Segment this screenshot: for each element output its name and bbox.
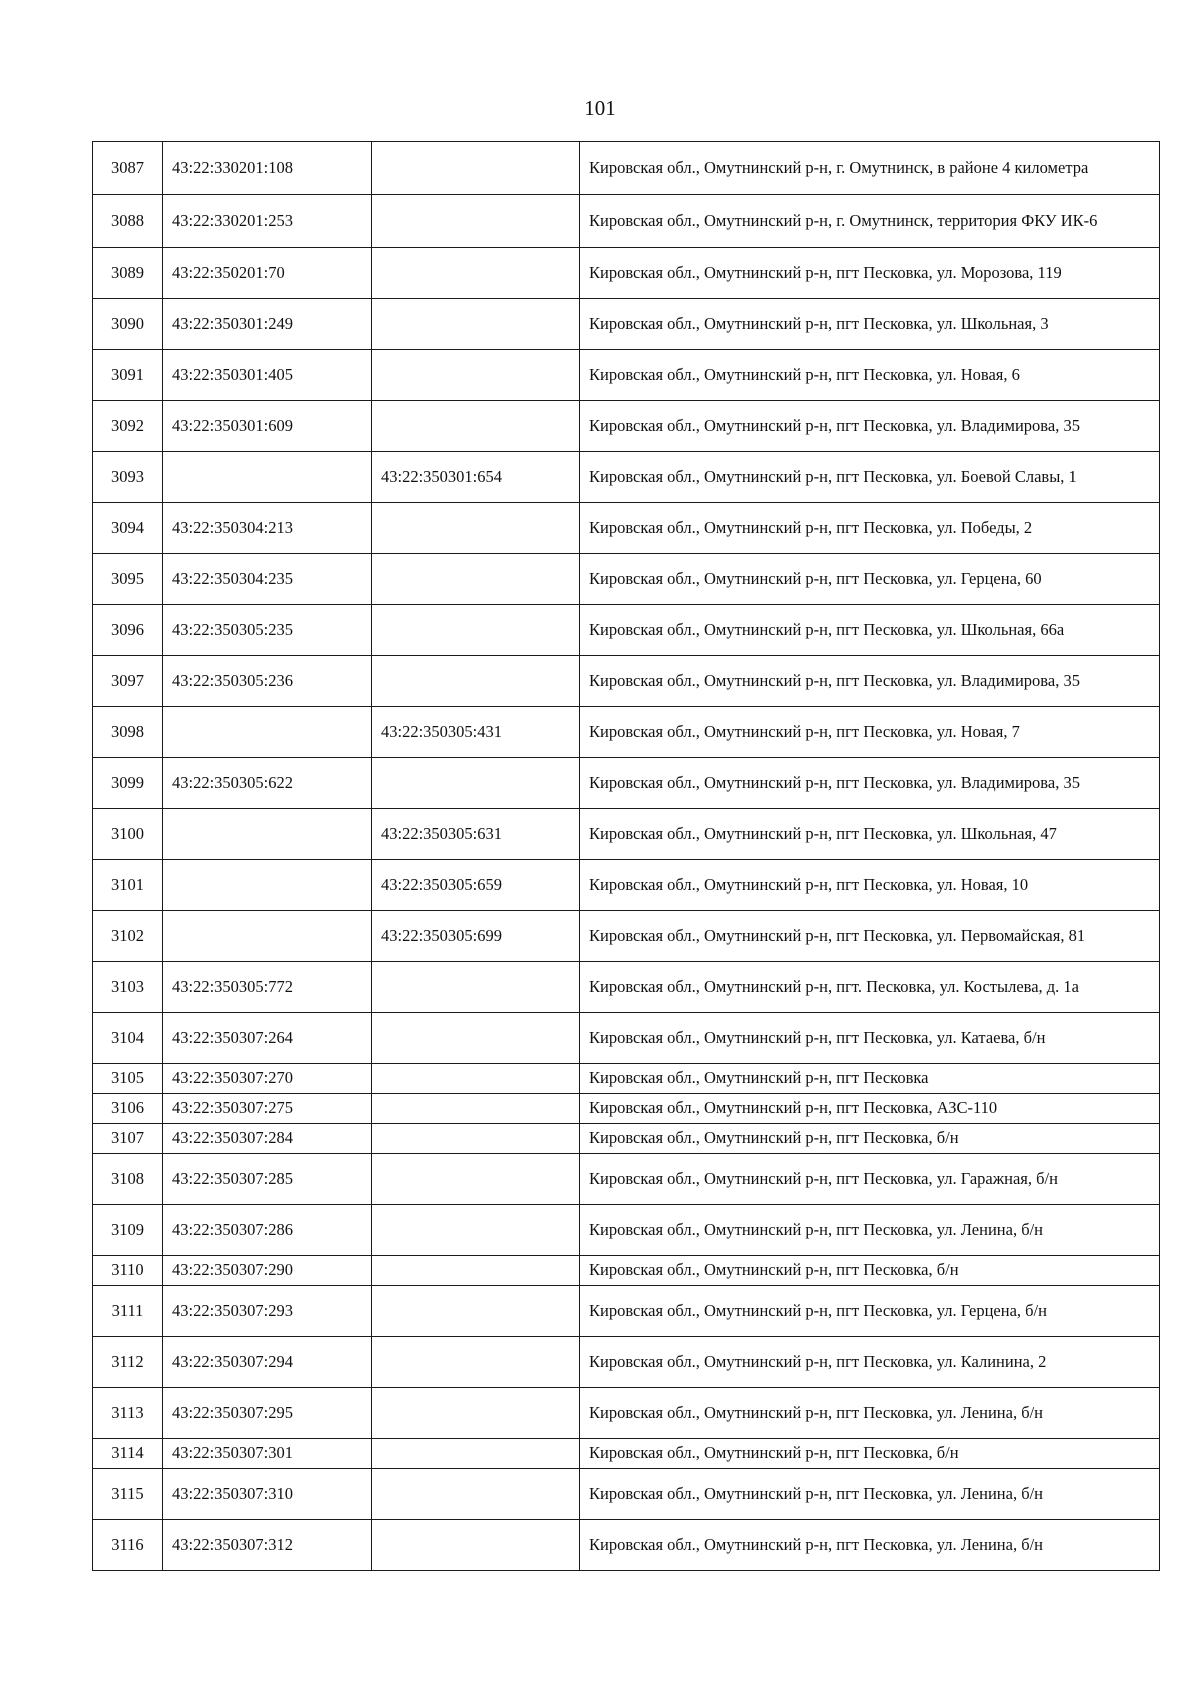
- row-number: 3106: [93, 1094, 163, 1124]
- cadastral-number-secondary: [372, 299, 580, 350]
- row-number: 3112: [93, 1337, 163, 1388]
- address: Кировская обл., Омутнинский р-н, пгт Песковка, ул. Владимирова, 35: [580, 656, 1160, 707]
- address: Кировская обл., Омутнинский р-н, пгт Песковка, ул. Герцена, б/н: [580, 1286, 1160, 1337]
- table-row: [93, 911, 1160, 962]
- table-row: [93, 1337, 1160, 1388]
- table-row: [93, 1469, 1160, 1520]
- cadastral-number: 43:22:350307:275: [163, 1094, 372, 1124]
- cadastral-number-secondary: [372, 1439, 580, 1469]
- row-number: 3090: [93, 299, 163, 350]
- cadastral-number-secondary: [372, 1154, 580, 1205]
- row-number: 3087: [93, 142, 163, 195]
- cadastral-number: 43:22:350307:286: [163, 1205, 372, 1256]
- cadastral-number: 43:22:350305:235: [163, 605, 372, 656]
- cadastral-number-secondary: [372, 1205, 580, 1256]
- address: Кировская обл., Омутнинский р-н, пгт Песковка, ул. Владимирова, 35: [580, 758, 1160, 809]
- row-number: 3097: [93, 656, 163, 707]
- address: Кировская обл., Омутнинский р-н, пгт Песковка, б/н: [580, 1124, 1160, 1154]
- address: Кировская обл., Омутнинский р-н, г. Омутнинск, в районе 4 километра: [580, 142, 1160, 195]
- row-number: 3098: [93, 707, 163, 758]
- cadastral-number: [163, 911, 372, 962]
- row-number: 3102: [93, 911, 163, 962]
- address: Кировская обл., Омутнинский р-н, пгт Песковка, АЗС-110: [580, 1094, 1160, 1124]
- cadastral-number: 43:22:350305:236: [163, 656, 372, 707]
- row-number: 3111: [93, 1286, 163, 1337]
- address: Кировская обл., Омутнинский р-н, пгт. Песковка, ул. Костылева, д. 1а: [580, 962, 1160, 1013]
- address: Кировская обл., Омутнинский р-н, пгт Песковка, ул. Школьная, 47: [580, 809, 1160, 860]
- registry-table-body: [93, 142, 1160, 1571]
- table-row: [93, 1094, 1160, 1124]
- table-row: [93, 503, 1160, 554]
- address: Кировская обл., Омутнинский р-н, пгт Песковка, ул. Первомайская, 81: [580, 911, 1160, 962]
- table-row: [93, 401, 1160, 452]
- row-number: 3114: [93, 1439, 163, 1469]
- cadastral-number: [163, 707, 372, 758]
- cadastral-number: 43:22:350301:249: [163, 299, 372, 350]
- cadastral-number-secondary: 43:22:350305:699: [372, 911, 580, 962]
- table-row: [93, 1013, 1160, 1064]
- address: Кировская обл., Омутнинский р-н, пгт Песковка, ул. Победы, 2: [580, 503, 1160, 554]
- row-number: 3099: [93, 758, 163, 809]
- property-registry-table: [92, 141, 1160, 1571]
- row-number: 3115: [93, 1469, 163, 1520]
- cadastral-number: 43:22:350307:295: [163, 1388, 372, 1439]
- row-number: 3105: [93, 1064, 163, 1094]
- table-row: [93, 350, 1160, 401]
- cadastral-number-secondary: [372, 1094, 580, 1124]
- table-row: [93, 656, 1160, 707]
- cadastral-number: 43:22:350301:609: [163, 401, 372, 452]
- address: Кировская обл., Омутнинский р-н, пгт Песковка, ул. Ленина, б/н: [580, 1520, 1160, 1571]
- address: Кировская обл., Омутнинский р-н, г. Омутнинск, территория ФКУ ИК-6: [580, 195, 1160, 248]
- cadastral-number-secondary: [372, 554, 580, 605]
- address: Кировская обл., Омутнинский р-н, пгт Песковка, ул. Новая, 7: [580, 707, 1160, 758]
- cadastral-number: 43:22:350301:405: [163, 350, 372, 401]
- cadastral-number-secondary: [372, 962, 580, 1013]
- table-row: [93, 605, 1160, 656]
- cadastral-number-secondary: 43:22:350305:631: [372, 809, 580, 860]
- address: Кировская обл., Омутнинский р-н, пгт Песковка, ул. Школьная, 66а: [580, 605, 1160, 656]
- row-number: 3104: [93, 1013, 163, 1064]
- cadastral-number: [163, 860, 372, 911]
- address: Кировская обл., Омутнинский р-н, пгт Песковка, ул. Новая, 10: [580, 860, 1160, 911]
- cadastral-number-secondary: [372, 1520, 580, 1571]
- cadastral-number: 43:22:350305:622: [163, 758, 372, 809]
- cadastral-number-secondary: [372, 195, 580, 248]
- cadastral-number: 43:22:350307:270: [163, 1064, 372, 1094]
- cadastral-number-secondary: [372, 1337, 580, 1388]
- address: Кировская обл., Омутнинский р-н, пгт Песковка, ул. Ленина, б/н: [580, 1205, 1160, 1256]
- cadastral-number-secondary: [372, 605, 580, 656]
- table-row: [93, 142, 1160, 195]
- row-number: 3113: [93, 1388, 163, 1439]
- table-row: [93, 299, 1160, 350]
- table-row: [93, 962, 1160, 1013]
- cadastral-number: 43:22:350307:290: [163, 1256, 372, 1286]
- address: Кировская обл., Омутнинский р-н, пгт Песковка, ул. Новая, 6: [580, 350, 1160, 401]
- cadastral-number: [163, 452, 372, 503]
- table-row: [93, 195, 1160, 248]
- table-row: [93, 809, 1160, 860]
- address: Кировская обл., Омутнинский р-н, пгт Песковка, ул. Морозова, 119: [580, 248, 1160, 299]
- cadastral-number: 43:22:350307:294: [163, 1337, 372, 1388]
- cadastral-number: 43:22:350307:285: [163, 1154, 372, 1205]
- address: Кировская обл., Омутнинский р-н, пгт Песковка, ул. Герцена, 60: [580, 554, 1160, 605]
- cadastral-number-secondary: [372, 1388, 580, 1439]
- row-number: 3095: [93, 554, 163, 605]
- table-row: [93, 758, 1160, 809]
- row-number: 3091: [93, 350, 163, 401]
- cadastral-number-secondary: [372, 1124, 580, 1154]
- table-row: [93, 1154, 1160, 1205]
- cadastral-number-secondary: [372, 1286, 580, 1337]
- table-row: [93, 707, 1160, 758]
- table-row: [93, 554, 1160, 605]
- cadastral-number-secondary: [372, 1013, 580, 1064]
- address: Кировская обл., Омутнинский р-н, пгт Песковка, б/н: [580, 1256, 1160, 1286]
- cadastral-number: 43:22:350201:70: [163, 248, 372, 299]
- cadastral-number-secondary: [372, 1064, 580, 1094]
- table-row: [93, 1286, 1160, 1337]
- cadastral-number: 43:22:330201:108: [163, 142, 372, 195]
- cadastral-number-secondary: [372, 248, 580, 299]
- row-number: 3093: [93, 452, 163, 503]
- row-number: 3107: [93, 1124, 163, 1154]
- page-number: 101: [584, 96, 616, 120]
- cadastral-number-secondary: [372, 656, 580, 707]
- address: Кировская обл., Омутнинский р-н, пгт Песковка, ул. Калинина, 2: [580, 1337, 1160, 1388]
- table-row: [93, 1205, 1160, 1256]
- cadastral-number-secondary: [372, 142, 580, 195]
- cadastral-number-secondary: 43:22:350305:431: [372, 707, 580, 758]
- table-row: [93, 452, 1160, 503]
- row-number: 3103: [93, 962, 163, 1013]
- row-number: 3110: [93, 1256, 163, 1286]
- cadastral-number: 43:22:350305:772: [163, 962, 372, 1013]
- address: Кировская обл., Омутнинский р-н, пгт Песковка, ул. Владимирова, 35: [580, 401, 1160, 452]
- row-number: 3088: [93, 195, 163, 248]
- cadastral-number: 43:22:350307:264: [163, 1013, 372, 1064]
- cadastral-number: 43:22:350304:235: [163, 554, 372, 605]
- cadastral-number-secondary: [372, 503, 580, 554]
- table-row: [93, 860, 1160, 911]
- table-row: [93, 1124, 1160, 1154]
- address: Кировская обл., Омутнинский р-н, пгт Песковка, ул. Ленина, б/н: [580, 1469, 1160, 1520]
- row-number: 3096: [93, 605, 163, 656]
- cadastral-number-secondary: [372, 350, 580, 401]
- cadastral-number-secondary: [372, 1469, 580, 1520]
- cadastral-number: 43:22:350307:284: [163, 1124, 372, 1154]
- address: Кировская обл., Омутнинский р-н, пгт Песковка, ул. Гаражная, б/н: [580, 1154, 1160, 1205]
- table-row: [93, 1520, 1160, 1571]
- row-number: 3100: [93, 809, 163, 860]
- cadastral-number: [163, 809, 372, 860]
- row-number: 3116: [93, 1520, 163, 1571]
- cadastral-number-secondary: 43:22:350305:659: [372, 860, 580, 911]
- address: Кировская обл., Омутнинский р-н, пгт Песковка, ул. Боевой Славы, 1: [580, 452, 1160, 503]
- address: Кировская обл., Омутнинский р-н, пгт Песковка: [580, 1064, 1160, 1094]
- cadastral-number-secondary: 43:22:350301:654: [372, 452, 580, 503]
- table-row: [93, 1064, 1160, 1094]
- table-row: [93, 248, 1160, 299]
- table-row: [93, 1256, 1160, 1286]
- row-number: 3108: [93, 1154, 163, 1205]
- cadastral-number: 43:22:350307:301: [163, 1439, 372, 1469]
- cadastral-number: 43:22:350307:293: [163, 1286, 372, 1337]
- address: Кировская обл., Омутнинский р-н, пгт Песковка, ул. Ленина, б/н: [580, 1388, 1160, 1439]
- cadastral-number-secondary: [372, 401, 580, 452]
- cadastral-number-secondary: [372, 1256, 580, 1286]
- row-number: 3092: [93, 401, 163, 452]
- cadastral-number-secondary: [372, 758, 580, 809]
- cadastral-number: 43:22:350304:213: [163, 503, 372, 554]
- row-number: 3101: [93, 860, 163, 911]
- address: Кировская обл., Омутнинский р-н, пгт Песковка, ул. Катаева, б/н: [580, 1013, 1160, 1064]
- address: Кировская обл., Омутнинский р-н, пгт Песковка, ул. Школьная, 3: [580, 299, 1160, 350]
- table-row: [93, 1388, 1160, 1439]
- cadastral-number: 43:22:330201:253: [163, 195, 372, 248]
- cadastral-number: 43:22:350307:312: [163, 1520, 372, 1571]
- cadastral-number: 43:22:350307:310: [163, 1469, 372, 1520]
- row-number: 3089: [93, 248, 163, 299]
- row-number: 3094: [93, 503, 163, 554]
- address: Кировская обл., Омутнинский р-н, пгт Песковка, б/н: [580, 1439, 1160, 1469]
- table-row: [93, 1439, 1160, 1469]
- row-number: 3109: [93, 1205, 163, 1256]
